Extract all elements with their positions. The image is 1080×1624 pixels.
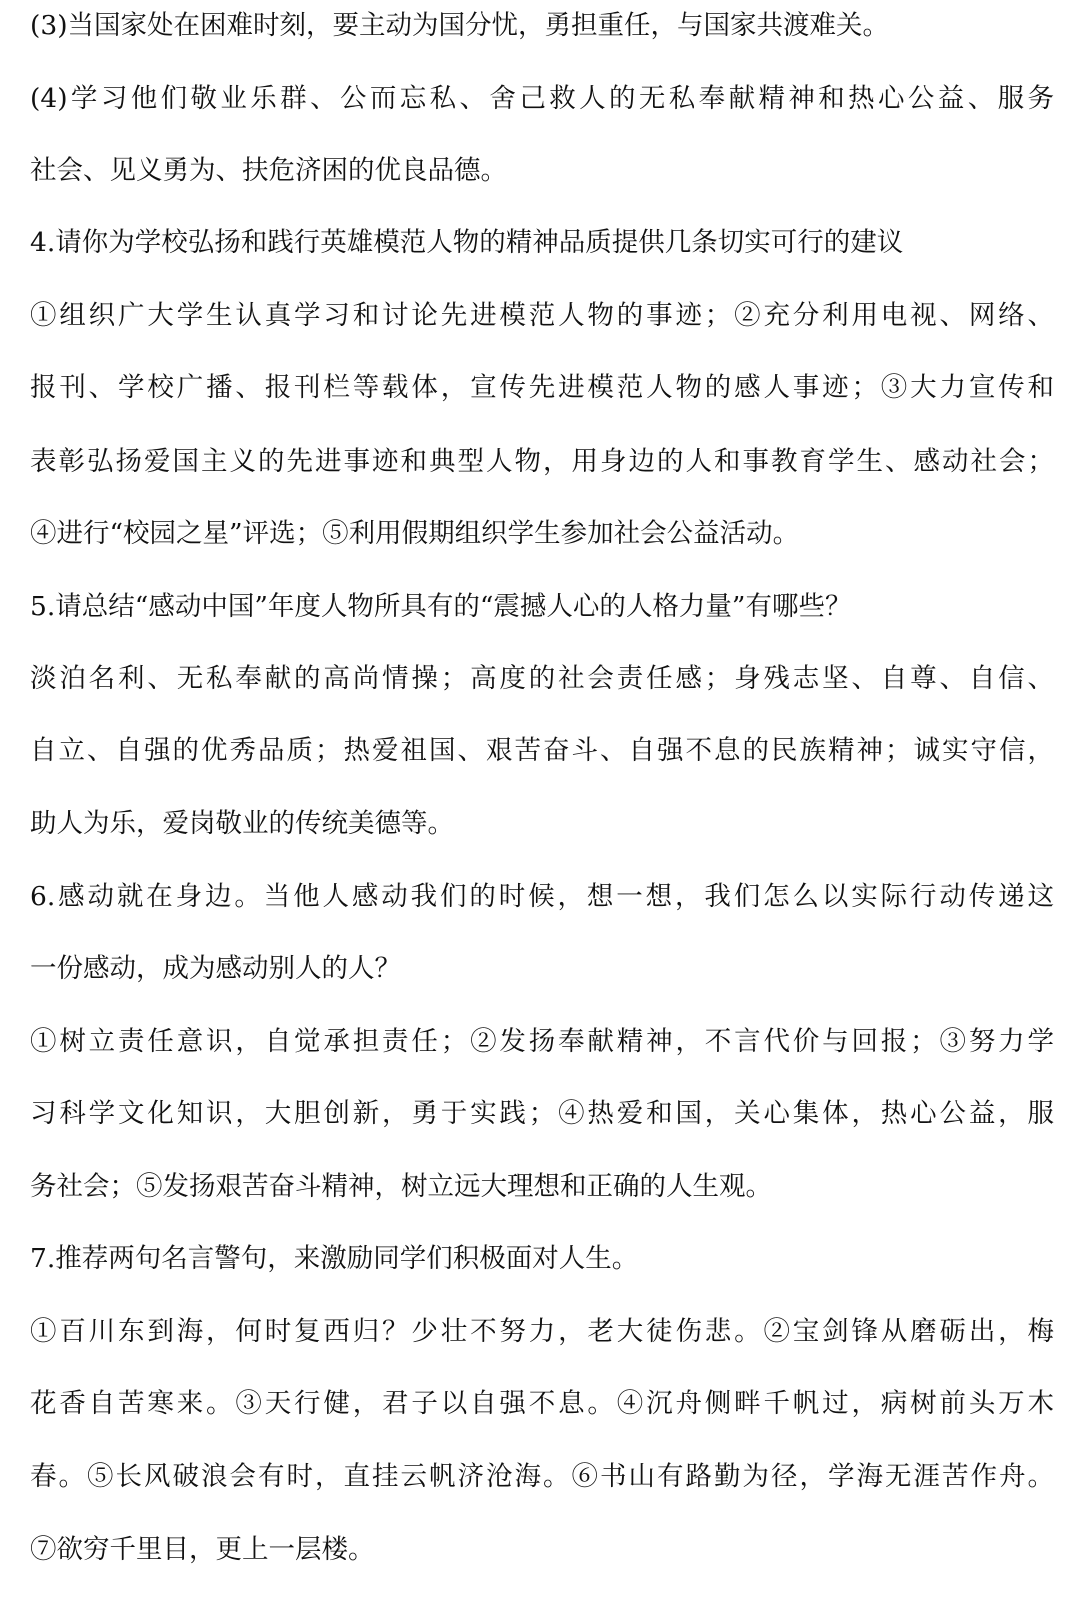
text-line: 6.感动就在身边。当他人感动我们的时候，想一想，我们怎么以实际行动传递这 [30, 881, 1054, 912]
text-line: 春。⑤长风破浪会有时，直挂云帆济沧海。⑥书山有路勤为径，学海无涯苦作舟。 [30, 1461, 1054, 1492]
text-line: ①百川东到海，何时复西归？少壮不努力，老大徒伤悲。②宝剑锋从磨砺出，梅 [30, 1316, 1054, 1347]
text-line: ①树立责任意识，自觉承担责任；②发扬奉献精神，不言代价与回报；③努力学 [30, 1026, 1054, 1057]
text-line: 社会、见义勇为、扶危济困的优良品德。 [30, 155, 507, 186]
text-line: 自立、自强的优秀品质；热爱祖国、艰苦奋斗、自强不息的民族精神；诚实守信， [30, 735, 1054, 766]
text-line: 花香自苦寒来。③天行健，君子以自强不息。④沉舟侧畔千帆过，病树前头万木 [30, 1388, 1054, 1419]
text-line: 习科学文化知识，大胆创新，勇于实践；④热爱和国，关心集体，热心公益，服 [30, 1098, 1054, 1129]
text-line: 淡泊名利、无私奉献的高尚情操；高度的社会责任感；身残志坚、自尊、自信、 [30, 663, 1054, 694]
text-line: ①组织广大学生认真学习和讨论先进模范人物的事迹；②充分利用电视、网络、 [30, 300, 1054, 331]
text-line: 务社会；⑤发扬艰苦奋斗精神，树立远大理想和正确的人生观。 [30, 1171, 772, 1202]
text-line: 7.推荐两句名言警句，来激励同学们积极面对人生。 [30, 1243, 639, 1274]
text-line: (4)学习他们敬业乐群、公而忘私、舍己救人的无私奉献精神和热心公益、服务 [30, 83, 1054, 114]
text-line: 表彰弘扬爱国主义的先进事迹和典型人物，用身边的人和事教育学生、感动社会； [30, 446, 1054, 477]
text-line: 5.请总结“感动中国”年度人物所具有的“震撼人心的人格力量”有哪些？ [30, 591, 852, 622]
text-line: (3)当国家处在困难时刻，要主动为国分忧，勇担重任，与国家共渡难关。 [30, 10, 890, 41]
text-line: 报刊、学校广播、报刊栏等载体，宣传先进模范人物的感人事迹；③大力宣传和 [30, 372, 1054, 403]
text-line: 一份感动，成为感动别人的人？ [30, 953, 401, 984]
text-line: ⑦欲穷千里目，更上一层楼。 [30, 1534, 375, 1565]
text-line: 4.请你为学校弘扬和践行英雄模范人物的精神品质提供几条切实可行的建议 [30, 227, 904, 258]
text-line: ④进行“校园之星”评选；⑤利用假期组织学生参加社会公益活动。 [30, 518, 800, 549]
text-line: 助人为乐，爱岗敬业的传统美德等。 [30, 808, 454, 839]
